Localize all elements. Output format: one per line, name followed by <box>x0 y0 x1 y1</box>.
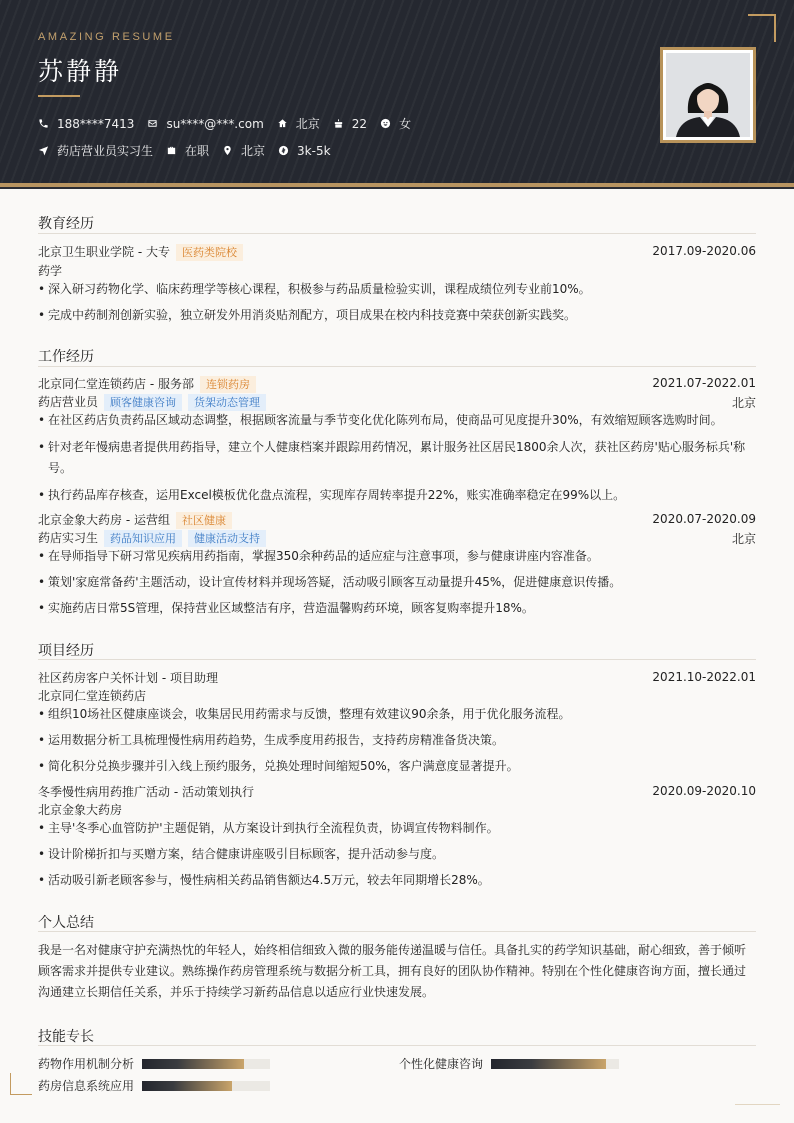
skill-bar-fill <box>491 1059 606 1069</box>
age-text: 22 <box>351 116 368 131</box>
gender-icon <box>380 118 391 129</box>
project-date: 2021.10-2022.01 <box>652 670 756 684</box>
project-bullet: • 简化积分兑换步骤并引入线上预约服务，兑换处理时间缩短50%，客户满意度显著提升。 <box>38 756 756 777</box>
job-tag: 社区健康 <box>176 512 232 529</box>
education-major: 药学 <box>38 264 63 278</box>
skill-item <box>399 1055 619 1072</box>
skills-section-title: 技能专长 <box>38 1029 94 1045</box>
position-text: 药店营业员实习生 <box>57 144 154 158</box>
gender-item <box>380 115 411 132</box>
job-company-line <box>38 511 232 529</box>
section-divider <box>38 233 756 234</box>
section-divider <box>38 1045 756 1046</box>
skill-label: 个性化健康咨询 <box>399 1057 484 1071</box>
education-tag: 医药类院校 <box>176 244 243 261</box>
skill-bar <box>491 1059 619 1069</box>
job-date: 2021.07-2022.01 <box>652 376 756 390</box>
project-bullet: • 主导'冬季心血管防护'主题促销，从方案设计到执行全流程负责，协调宣传物料制作。 <box>38 818 756 839</box>
project-org: 北京金象大药房 <box>38 803 123 817</box>
projects-section-title: 项目经历 <box>38 643 94 659</box>
job-role-line <box>38 393 266 411</box>
status-item <box>166 142 209 159</box>
email-icon <box>147 118 158 129</box>
avatar-illustration <box>666 53 750 137</box>
work-section-title: 工作经历 <box>38 349 94 365</box>
email-item <box>147 117 263 131</box>
corner-ornament <box>10 1073 32 1095</box>
job-company: 北京同仁堂连锁药店 - 服务部 <box>38 377 194 391</box>
job-bullet: • 执行药品库存核查，运用Excel模板优化盘点流程，实现库存周转率提升22%，账实准确率稳定在99%以上。 <box>38 485 756 506</box>
job-bullet: • 在导师指导下研习常见疾病用药指南，掌握350余种药品的适应症与注意事项，参与健康讲座内容准备。 <box>38 546 756 567</box>
summary-section-title: 个人总结 <box>38 915 94 931</box>
city-text: 北京 <box>241 144 266 158</box>
job-skill-tag: 药品知识应用 <box>104 530 182 547</box>
job-skill-tag: 健康活动支持 <box>188 530 266 547</box>
hometown-item <box>277 115 320 132</box>
skill-bar <box>142 1081 270 1091</box>
project-bullet: • 设计阶梯折扣与买赠方案，结合健康讲座吸引目标顾客，提升活动参与度。 <box>38 844 756 865</box>
profile-photo <box>666 53 750 137</box>
hometown-text: 北京 <box>295 117 320 131</box>
email-text: su****@***.com <box>166 116 264 131</box>
phone-icon <box>38 118 49 129</box>
job-tag: 连锁药房 <box>200 376 256 393</box>
money-icon <box>278 145 289 156</box>
summary-text <box>38 940 756 1003</box>
corner-ornament <box>748 14 776 42</box>
skill-label: 药物作用机制分析 <box>38 1057 135 1071</box>
section-divider <box>38 931 756 932</box>
education-date: 2017.09-2020.06 <box>652 244 756 258</box>
job-role: 药店实习生 <box>38 531 99 545</box>
status-text: 在职 <box>185 144 210 158</box>
job-company: 北京金象大药房 - 运营组 <box>38 513 170 527</box>
project-org: 北京同仁堂连锁药店 <box>38 689 147 703</box>
section-divider <box>38 366 756 367</box>
location-icon <box>222 145 233 156</box>
resume-tagline: AMAZING RESUME <box>38 31 175 43</box>
project-bullet: • 组织10场社区健康座谈会，收集居民用药需求与反馈，整理有效建议90余条，用于优化服务流程。 <box>38 704 756 725</box>
skill-label: 药房信息系统应用 <box>38 1079 135 1093</box>
skill-item <box>38 1055 270 1072</box>
project-name: 社区药房客户关怀计划 - 项目助理 <box>38 671 218 685</box>
contact-row <box>38 115 424 132</box>
education-bullet: • 深入研习药物化学、临床药理学等核心课程，积极参与药品质量检验实训，课程成绩位列专业前10%。 <box>38 279 756 300</box>
name-underline <box>38 95 80 97</box>
project-date: 2020.09-2020.10 <box>652 784 756 798</box>
skill-bar-fill <box>142 1059 244 1069</box>
job-intent-row <box>38 142 344 159</box>
salary-item <box>278 144 331 158</box>
job-bullet: • 实施药店日常5S管理，保持营业区域整洁有序，营造温馨购药环境，顾客复购率提升18%。 <box>38 598 756 619</box>
job-bullet: • 在社区药店负责药品区域动态调整，根据顾客流量与季节变化优化陈列布局，使商品可见度提升30%，有效缩短顾客选购时间。 <box>38 410 756 431</box>
candidate-name: 苏静静 <box>38 57 123 86</box>
briefcase-icon <box>166 145 177 156</box>
job-skill-tag: 顾客健康咨询 <box>104 394 182 411</box>
phone-text: 188****7413 <box>57 116 135 131</box>
summary-line: 沟通建立长期信任关系，并乐于持续学习新药品信息以适应行业快速发展。 <box>38 985 435 999</box>
phone-item <box>38 117 134 131</box>
job-bullet: • 针对老年慢病患者提供用药指导，建立个人健康档案并跟踪用药情况，累计服务社区居民1800余人次，获社区药房'贴心服务标兵'称 <box>38 437 756 458</box>
send-icon <box>38 145 49 156</box>
education-section-title: 教育经历 <box>38 216 94 232</box>
summary-line: 顾客需求并提供专业建议。熟练操作药房管理系统与数据分析工具，拥有良好的团队协作精神。特别在个性化健康咨询方面，擅长通过 <box>38 964 747 978</box>
header-dark-divider <box>0 187 794 189</box>
gender-text: 女 <box>399 117 412 131</box>
job-bullet: • 策划'家庭常备药'主题活动，设计宣传材料并现场答疑，活动吸引顾客互动量提升45%，促进健康意识传播。 <box>38 572 756 593</box>
job-date: 2020.07-2020.09 <box>652 512 756 526</box>
position-item <box>38 142 153 159</box>
section-divider <box>38 659 756 660</box>
project-bullet: • 活动吸引新老顾客参与，慢性病相关药品销售额达4.5万元，较去年同期增长28%。 <box>38 870 756 891</box>
education-bullet: • 完成中药制剂创新实验，独立研发外用消炎贴剂配方，项目成果在校内科技竞赛中荣获创新实践奖。 <box>38 305 756 326</box>
job-company-line <box>38 375 256 393</box>
education-school: 北京卫生职业学院 - 大专 <box>38 245 170 259</box>
summary-line: 我是一名对健康守护充满热忱的年轻人，始终相信细致入微的服务能传递温暖与信任。具备扎实的药学知识基础，耐心细致，善于倾听 <box>38 943 747 957</box>
job-location: 北京 <box>731 396 756 410</box>
city-item <box>222 142 265 159</box>
skill-item <box>38 1077 270 1094</box>
birthday-icon <box>333 118 344 129</box>
home-icon <box>277 118 288 129</box>
project-bullet: • 运用数据分析工具梳理慢性病用药趋势，生成季度用药报告，支持药房精准备货决策。 <box>38 730 756 751</box>
job-role-line <box>38 529 266 547</box>
salary-text: 3k-5k <box>297 143 331 158</box>
job-location: 北京 <box>731 532 756 546</box>
education-school-line <box>38 243 243 261</box>
project-name: 冬季慢性病用药推广活动 - 活动策划执行 <box>38 785 254 799</box>
age-item <box>333 117 367 131</box>
job-bullet-continuation: 号。 <box>48 461 73 475</box>
footer-rule <box>735 1104 780 1105</box>
profile-photo-frame <box>660 47 756 143</box>
job-skill-tag: 货架动态管理 <box>188 394 266 411</box>
job-role: 药店营业员 <box>38 395 99 409</box>
skill-bar <box>142 1059 270 1069</box>
skill-bar-fill <box>142 1081 232 1091</box>
